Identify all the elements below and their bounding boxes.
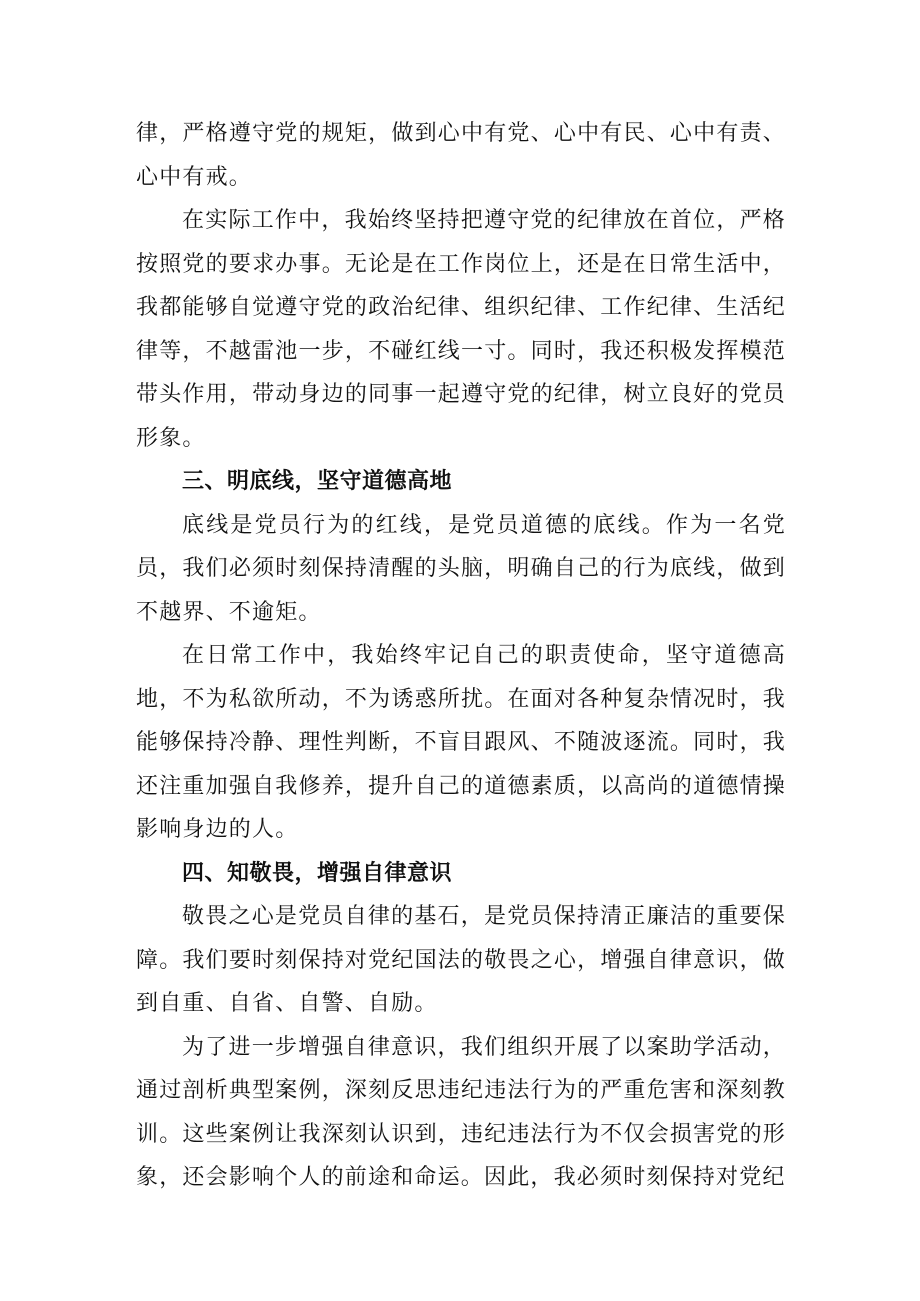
paragraph-practical-work: 在实际工作中，我始终坚持把遵守党的纪律放在首位，严格按照党的要求办事。无论是在工作岗位上，还是在日常生活中，我都能够自觉遵守党的政治纪律、组织纪律、工作纪律、生活纪律等，不越雷池一步，不碰红线一寸。同时，我还积极发挥模范带头作用，带动身边的同事一起遵守党的纪律，树立良好的党员形象。 [136, 208, 786, 451]
paragraph-daily-work: 在日常工作中，我始终牢记自己的职责使命，坚守道德高地，不为私欲所动，不为诱惑所扰。在面对各种复杂情况时，我能够保持冷静、理性判断，不盲目跟风、不随波逐流。同时，我还注重加强自我修养，提升自己的道德素质，以高尚的道德情操影响身边的人。 [136, 643, 786, 842]
section-heading-self-discipline: 四、知敬畏，增强自律意识 [182, 860, 453, 886]
section-heading-bottom-line: 三、明底线，坚守道德高地 [182, 469, 453, 494]
paragraph-bottom-line-intro: 底线是党员行为的红线，是党员道德的底线。作为一名党员，我们必须时刻保持清醒的头脑，明确自己的行为底线，做到不越界、不逾矩。 [136, 512, 786, 625]
paragraph-awe-intro: 敬畏之心是党员自律的基石，是党员保持清正廉洁的重要保障。我们要时刻保持对党纪国法的敬畏之心，增强自律意识，做到自重、自省、自警、自励。 [136, 904, 786, 1016]
paragraph-case-study: 为了进一步增强自律意识，我们组织开展了以案助学活动，通过剖析典型案例，深刻反思违纪违法行为的严重危害和深刻教训。这些案例让我深刻认识到，违纪违法行为不仅会损害党的形象，还会影响个人的前途和命运。因此，我必须时刻保持对党纪 [136, 1034, 786, 1190]
paragraph-discipline-summary: 律，严格遵守党的规矩，做到心中有党、心中有民、心中有责、心中有戒。 [136, 121, 786, 190]
document-body [136, 112, 786, 1200]
